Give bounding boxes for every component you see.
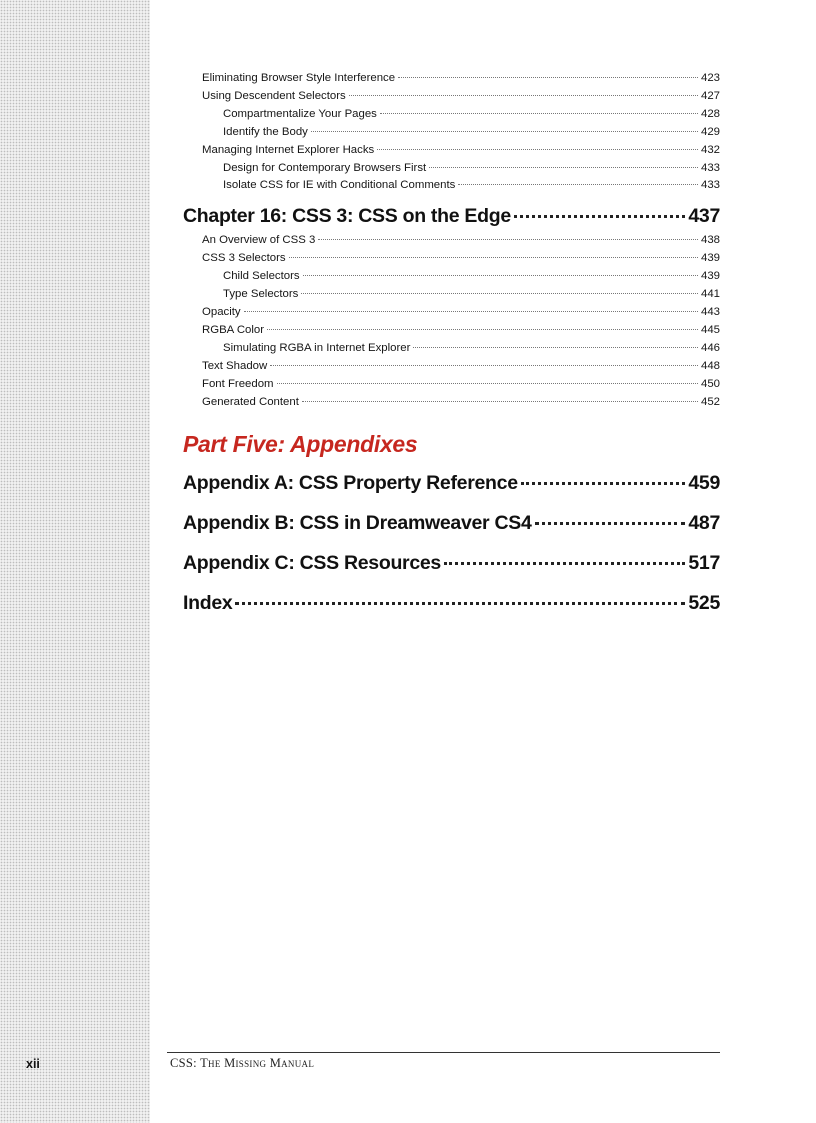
toc-entry[interactable] bbox=[183, 124, 720, 142]
toc-entry[interactable] bbox=[183, 177, 720, 195]
toc-entry-title: Simulating RGBA in Internet Explorer bbox=[223, 341, 411, 354]
leader-dots bbox=[303, 274, 698, 276]
leader-dots bbox=[444, 561, 685, 565]
toc-entry[interactable] bbox=[183, 322, 720, 340]
leader-dots bbox=[235, 601, 685, 605]
toc-entry[interactable] bbox=[183, 160, 720, 178]
toc-entry-title: Isolate CSS for IE with Conditional Comments bbox=[223, 179, 456, 192]
toc-entry[interactable] bbox=[183, 88, 720, 106]
toc-entry-title: Type Selectors bbox=[223, 288, 299, 301]
toc-entry-page: 446 bbox=[700, 341, 720, 354]
leader-dots bbox=[267, 328, 698, 330]
toc-entry-page: 427 bbox=[700, 89, 720, 102]
leader-dots bbox=[301, 292, 698, 294]
toc-entry[interactable] bbox=[183, 268, 720, 286]
chapter-heading[interactable] bbox=[183, 205, 720, 228]
leader-dots bbox=[244, 310, 698, 312]
toc-entry[interactable] bbox=[183, 340, 720, 358]
toc-entry[interactable] bbox=[183, 250, 720, 268]
toc-entry-title: Opacity bbox=[202, 305, 241, 318]
toc-entry-title: Managing Internet Explorer Hacks bbox=[202, 143, 375, 156]
toc-entry[interactable] bbox=[183, 376, 720, 394]
toc-entry-title: Compartmentalize Your Pages bbox=[223, 107, 377, 120]
toc-entry[interactable] bbox=[183, 106, 720, 124]
leader-dots bbox=[413, 346, 698, 348]
leader-dots bbox=[349, 94, 698, 96]
appendix-title: Appendix A: CSS Property Reference bbox=[183, 472, 518, 495]
toc-entry[interactable] bbox=[183, 304, 720, 322]
leader-dots bbox=[289, 256, 698, 258]
index-page: 525 bbox=[688, 592, 720, 615]
chapter-title: Chapter 16: CSS 3: CSS on the Edge bbox=[183, 205, 511, 228]
toc-entry-page: 429 bbox=[700, 125, 720, 138]
index-heading[interactable] bbox=[183, 592, 720, 615]
leader-dots bbox=[429, 166, 698, 168]
toc-entry-page: 443 bbox=[700, 305, 720, 318]
toc-entry[interactable] bbox=[183, 142, 720, 160]
appendix-page: 487 bbox=[688, 512, 720, 535]
appendix-page: 459 bbox=[688, 472, 720, 495]
toc-entry-page: 438 bbox=[700, 234, 720, 247]
leader-dots bbox=[318, 238, 698, 240]
leader-dots bbox=[398, 76, 698, 78]
toc-entry[interactable] bbox=[183, 286, 720, 304]
leader-dots bbox=[270, 364, 698, 366]
toc-entry-page: 450 bbox=[700, 377, 720, 390]
toc-entry-title: Identify the Body bbox=[223, 125, 308, 138]
toc-entry-title: RGBA Color bbox=[202, 323, 265, 336]
index-title: Index bbox=[183, 592, 233, 615]
page-number: xii bbox=[26, 1057, 40, 1071]
toc-entry-page: 441 bbox=[700, 288, 720, 301]
toc-entry-page: 445 bbox=[700, 323, 720, 336]
toc-entry-title: Font Freedom bbox=[202, 377, 274, 390]
toc-entry-title: An Overview of CSS 3 bbox=[202, 234, 316, 247]
toc-entry-title: Generated Content bbox=[202, 395, 299, 408]
toc-entry[interactable] bbox=[183, 232, 720, 250]
appendix-title: Appendix C: CSS Resources bbox=[183, 552, 441, 575]
toc-entry-page: 432 bbox=[700, 143, 720, 156]
leader-dots bbox=[458, 183, 698, 185]
appendix-heading[interactable] bbox=[183, 552, 720, 575]
table-of-contents bbox=[183, 70, 720, 632]
leader-dots bbox=[311, 130, 698, 132]
leader-dots bbox=[514, 214, 685, 218]
leader-dots bbox=[380, 112, 698, 114]
toc-entry-title: Design for Contemporary Browsers First bbox=[223, 161, 427, 174]
appendix-page: 517 bbox=[688, 552, 720, 575]
toc-entry-title: CSS 3 Selectors bbox=[202, 252, 286, 265]
toc-entry-page: 452 bbox=[700, 395, 720, 408]
sidebar-texture bbox=[0, 0, 150, 1123]
toc-entry[interactable] bbox=[183, 70, 720, 88]
running-footer: CSS: The Missing Manual bbox=[170, 1056, 315, 1070]
toc-entry-title: Child Selectors bbox=[223, 270, 300, 283]
toc-entry-page: 433 bbox=[700, 161, 720, 174]
appendix-heading[interactable] bbox=[183, 512, 720, 535]
toc-entry-page: 439 bbox=[700, 252, 720, 265]
toc-entry-page: 423 bbox=[700, 72, 720, 84]
leader-dots bbox=[302, 400, 698, 402]
appendix-title: Appendix B: CSS in Dreamweaver CS4 bbox=[183, 512, 532, 535]
toc-entry-page: 448 bbox=[700, 359, 720, 372]
leader-dots bbox=[377, 148, 698, 150]
part-title: Part Five: Appendixes bbox=[183, 431, 418, 458]
footer-rule bbox=[167, 1052, 720, 1053]
leader-dots bbox=[535, 521, 686, 525]
toc-entry-title: Using Descendent Selectors bbox=[202, 89, 346, 102]
toc-entry[interactable] bbox=[183, 358, 720, 376]
chapter-page: 437 bbox=[688, 205, 720, 228]
toc-entry-page: 433 bbox=[700, 179, 720, 192]
toc-entry-title: Text Shadow bbox=[202, 359, 268, 372]
toc-entry-page: 428 bbox=[700, 107, 720, 120]
toc-entry-page: 439 bbox=[700, 270, 720, 283]
leader-dots bbox=[521, 481, 686, 485]
toc-entry-title: Eliminating Browser Style Interference bbox=[202, 72, 396, 84]
leader-dots bbox=[277, 382, 698, 384]
appendix-heading[interactable] bbox=[183, 472, 720, 495]
toc-entry[interactable] bbox=[183, 394, 720, 412]
